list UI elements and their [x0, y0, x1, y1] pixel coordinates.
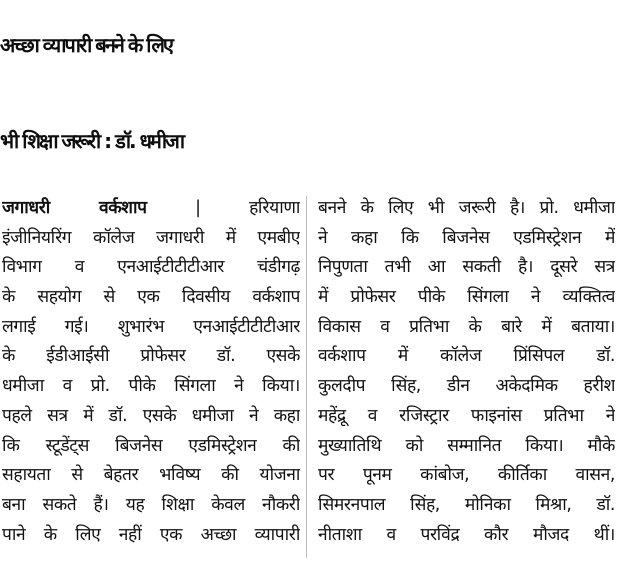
- article-line: वर्कशाप में कॉलेज प्रिंसिपल डॉ.: [318, 346, 615, 367]
- headline-line-1: अच्छा व्यापारी बनने के लिए: [0, 33, 172, 57]
- dateline-separator: |: [195, 198, 201, 218]
- article-line: नीताशा व परविंद्र कौर मौजद थीं।: [318, 524, 615, 545]
- article-line: के ईडीआईसी प्रोफेसर डॉ. एसके: [2, 346, 300, 367]
- article-text: हरियाणा: [249, 198, 300, 218]
- headline-line-2: भी शिक्षा जरूरी : डॉ. धमीजा: [0, 129, 184, 153]
- article-line: सिमरनपाल सिंह, मोनिका मिश्रा, डॉ.: [318, 494, 615, 515]
- article-line: पर पूनम कांबोज, कीर्तिका वासन,: [318, 465, 615, 486]
- dateline: जगाधरी वर्कशाप: [2, 198, 147, 218]
- article-line: इंजीनियरिंग कॉलेज जगाधरी में एमबीए: [2, 227, 300, 248]
- article-line: के सहयोग से एक दिवसीय वर्कशाप: [2, 287, 300, 308]
- article-line: निपुणता तभी आ सकती है। दूसरे सत्र: [318, 257, 615, 278]
- article-line: ने कहा कि बिजनेस एडमिस्ट्रेशन में: [318, 227, 615, 248]
- article-line: बनने के लिए भी जरूरी है। प्रो. धमीजा: [318, 198, 615, 218]
- article-line: विभाग व एनआईटीटीटीआर चंडीगढ़: [2, 257, 300, 278]
- article-column-right: [318, 194, 615, 564]
- article-line: कि स्टूडेंट्स बिजनेस एडमिस्ट्रेशन की: [2, 435, 300, 456]
- article-first-line: [2, 194, 300, 224]
- article-line: बना सकते हैं। यह शिक्षा केवल नौकरी: [2, 494, 300, 515]
- article-line: में प्रोफेसर पीके सिंगला ने व्यक्तित्व: [318, 287, 615, 308]
- article-line: पहले सत्र में डॉ. एसके धमीजा ने कहा: [2, 405, 300, 426]
- article-line: विकास व प्रतिभा के बारे में बताया।: [318, 316, 615, 337]
- article-line: मुख्यातिथि को सम्मानित किया। मौके: [318, 435, 615, 456]
- column-divider: [306, 196, 307, 558]
- article-line: महेंद्रू व रजिस्ट्रार फाइनांस प्रतिभा ने: [318, 405, 615, 426]
- article-line: लगाई गई। शुभारंभ एनआईटीटीटीआर: [2, 316, 300, 337]
- article-line: धमीजा व प्रो. पीके सिंगला ने किया।: [2, 376, 300, 397]
- article-column-left: [2, 194, 300, 564]
- article-line: कुलदीप सिंह, डीन अकेदमिक हरीश: [318, 376, 615, 397]
- article-line: पाने के लिए नहीं एक अच्छा व्यापारी: [2, 524, 300, 545]
- article-line: सहायता से बेहतर भविष्य की योजना: [2, 465, 300, 486]
